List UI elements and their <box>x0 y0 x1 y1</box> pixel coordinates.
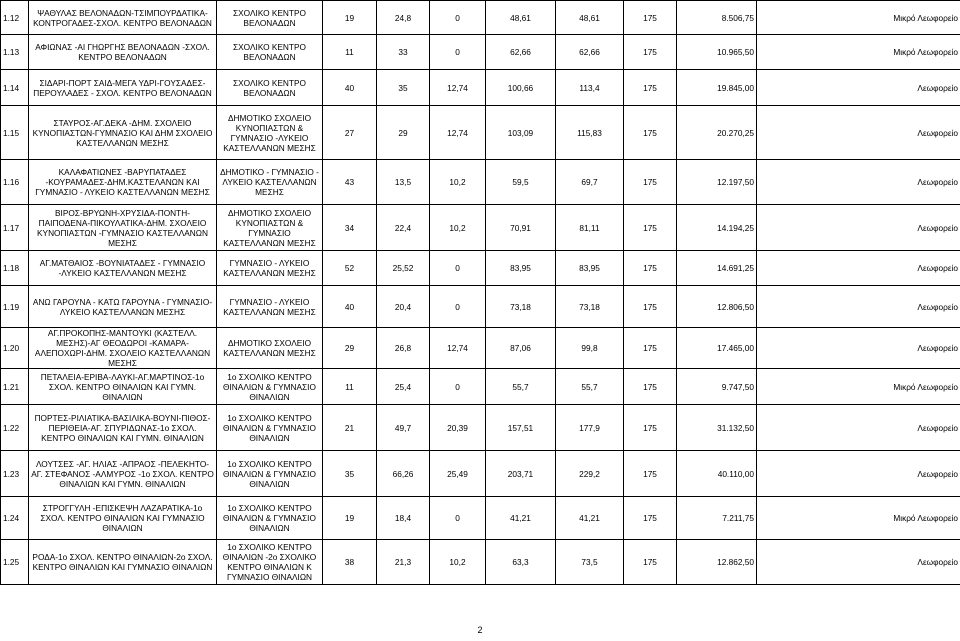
value-col-4: 100,66 <box>486 70 556 106</box>
value-col-3: 12,74 <box>430 328 486 369</box>
value-col-1: 11 <box>323 369 377 405</box>
value-col-4: 87,06 <box>486 328 556 369</box>
route-code: 1.22 <box>1 405 29 451</box>
value-col-2: 25,52 <box>377 251 430 286</box>
route-description: ΑΦΙΩΝΑΣ -ΑΙ ΓΗΩΡΓΗΣ ΒΕΛΟΝΑΔΩΝ -ΣΧΟΛ. ΚΕΝΤΡΟ ΒΕΛΟΝΑΔΩΝ <box>29 35 217 70</box>
value-col-2: 35 <box>377 70 430 106</box>
value-col-3: 10,2 <box>430 205 486 251</box>
value-col-5: 115,83 <box>556 106 624 160</box>
cost-value: 10.965,50 <box>677 35 757 70</box>
table-row <box>1 451 960 497</box>
value-col-4: 157,51 <box>486 405 556 451</box>
table-row <box>1 497 960 540</box>
value-col-4: 59,5 <box>486 160 556 205</box>
value-col-1: 21 <box>323 405 377 451</box>
value-col-5: 48,61 <box>556 1 624 35</box>
route-description: ΣΙΔΑΡΙ-ΠΟΡΤ ΣΑΙΔ-ΜΕΓΑ ΥΔΡΙ-ΓΟΥΣΑΔΕΣ-ΠΕΡΟΥΛΑΔΕΣ - ΣΧΟΛ. ΚΕΝΤΡΟ ΒΕΛΟΝΑΔΩΝ <box>29 70 217 106</box>
table-row <box>1 251 960 286</box>
value-col-3: 0 <box>430 497 486 540</box>
vehicle-type: Λεωφορείο <box>757 286 960 328</box>
vehicle-type: Λεωφορείο <box>757 451 960 497</box>
vehicle-type: Λεωφορείο <box>757 328 960 369</box>
value-col-6: 175 <box>624 540 677 585</box>
value-col-4: 203,71 <box>486 451 556 497</box>
route-description: ΒΙΡΟΣ-ΒΡΥΩΝΗ-ΧΡΥΣΙΔΑ-ΠΟΝΤΗ-ΠΑΙΠΟΔΕΝΑ-ΠΙΚΟΥΛΑΤΙΚΑ-ΔΗΜ. ΣΧΟΛΕΙΟ ΚΥΝΟΠΙΑΣΤΩΝ -ΓΥΜΝΑΣΙΟ ΚΑΣΤΕΛΛΑΝΩΝ ΜΕΣΗΣ <box>29 205 217 251</box>
value-col-1: 40 <box>323 70 377 106</box>
school-name: 1ο ΣΧΟΛΙΚΟ ΚΕΝΤΡΟ ΘΙΝΑΛΙΩΝ & ΓΥΜΝΑΣΙΟ ΘΙΝΑΛΙΩΝ <box>217 405 323 451</box>
value-col-5: 113,4 <box>556 70 624 106</box>
table-row <box>1 106 960 160</box>
vehicle-type: Λεωφορείο <box>757 540 960 585</box>
vehicle-type: Μικρό Λεωφορείο <box>757 1 960 35</box>
value-col-1: 35 <box>323 451 377 497</box>
value-col-2: 22,4 <box>377 205 430 251</box>
table-row <box>1 405 960 451</box>
value-col-1: 34 <box>323 205 377 251</box>
value-col-3: 20,39 <box>430 405 486 451</box>
value-col-6: 175 <box>624 251 677 286</box>
value-col-6: 175 <box>624 1 677 35</box>
school-name: 1ο ΣΧΟΛΙΚΟ ΚΕΝΤΡΟ ΘΙΝΑΛΙΩΝ & ΓΥΜΝΑΣΙΟ ΘΙΝΑΛΙΩΝ <box>217 497 323 540</box>
value-col-3: 0 <box>430 1 486 35</box>
route-description: ΚΑΛΑΦΑΤΙΩΝΕΣ -ΒΑΡΥΠΑΤΑΔΕΣ -ΚΟΥΡΑΜΑΔΕΣ-ΔΗΜ.ΚΑΣΤΕΛΑΝΩΝ ΚΑΙ ΓΥΜΝΑΣΙΟ - ΛΥΚΕΙΟ ΚΑΣΤΕΛΛΑΝΩΝ ΜΕΣΗΣ <box>29 160 217 205</box>
school-name: ΓΥΜΝΑΣΙΟ - ΛΥΚΕΙΟ ΚΑΣΤΕΛΛΑΝΩΝ ΜΕΣΗΣ <box>217 251 323 286</box>
value-col-4: 41,21 <box>486 497 556 540</box>
cost-value: 12.806,50 <box>677 286 757 328</box>
value-col-3: 0 <box>430 251 486 286</box>
value-col-5: 81,11 <box>556 205 624 251</box>
route-code: 1.21 <box>1 369 29 405</box>
route-description: ΨΑΘΥΛΑΣ ΒΕΛΟΝΑΔΩΝ-ΤΣΙΜΠΟΥΡΔΑΤΙΚΑ-ΚΟΝΤΡΟΓΑΔΕΣ-ΣΧΟΛ. ΚΕΝΤΡΟ ΒΕΛΟΝΑΔΩΝ <box>29 1 217 35</box>
route-code: 1.19 <box>1 286 29 328</box>
value-col-6: 175 <box>624 160 677 205</box>
value-col-4: 62,66 <box>486 35 556 70</box>
cost-value: 31.132,50 <box>677 405 757 451</box>
cost-value: 14.691,25 <box>677 251 757 286</box>
value-col-6: 175 <box>624 286 677 328</box>
cost-value: 40.110,00 <box>677 451 757 497</box>
value-col-5: 99,8 <box>556 328 624 369</box>
value-col-2: 24,8 <box>377 1 430 35</box>
value-col-6: 175 <box>624 106 677 160</box>
vehicle-type: Λεωφορείο <box>757 205 960 251</box>
value-col-6: 175 <box>624 405 677 451</box>
value-col-1: 29 <box>323 328 377 369</box>
value-col-3: 0 <box>430 35 486 70</box>
value-col-3: 12,74 <box>430 106 486 160</box>
value-col-5: 229,2 <box>556 451 624 497</box>
school-name: ΔΗΜΟΤΙΚΟ ΣΧΟΛΕΙΟ ΚΥΝΟΠΙΑΣΤΩΝ & ΓΥΜΝΑΣΙΟ -ΛΥΚΕΙΟ ΚΑΣΤΕΛΛΑΝΩΝ ΜΕΣΗΣ <box>217 106 323 160</box>
table-row <box>1 205 960 251</box>
value-col-6: 175 <box>624 70 677 106</box>
vehicle-type: Μικρό Λεωφορείο <box>757 497 960 540</box>
vehicle-type: Λεωφορείο <box>757 70 960 106</box>
route-code: 1.18 <box>1 251 29 286</box>
route-code: 1.16 <box>1 160 29 205</box>
value-col-6: 175 <box>624 451 677 497</box>
table-row <box>1 1 960 35</box>
value-col-6: 175 <box>624 328 677 369</box>
value-col-2: 25,4 <box>377 369 430 405</box>
page-number: 2 <box>477 625 483 635</box>
value-col-3: 0 <box>430 286 486 328</box>
route-code: 1.23 <box>1 451 29 497</box>
table-row <box>1 70 960 106</box>
route-description: ΛΟΥΤΣΕΣ -ΑΓ. ΗΛΙΑΣ -ΑΠΡΑΟΣ -ΠΕΛΕΚΗΤΟ-ΑΓ. ΣΤΕΦΑΝΟΣ -ΑΛΜΥΡΟΣ -1ο ΣΧΟΛ. ΚΕΝΤΡΟ ΘΙΝΑΛΙΩΝ ΚΑΙ ΓΥΜΝ. ΘΙΝΑΛΙΩΝ <box>29 451 217 497</box>
value-col-4: 83,95 <box>486 251 556 286</box>
value-col-2: 20,4 <box>377 286 430 328</box>
school-name: 1ο ΣΧΟΛΙΚΟ ΚΕΝΤΡΟ ΘΙΝΑΛΙΩΝ & ΓΥΜΝΑΣΙΟ ΘΙΝΑΛΙΩΝ <box>217 369 323 405</box>
vehicle-type: Λεωφορείο <box>757 405 960 451</box>
value-col-1: 19 <box>323 497 377 540</box>
value-col-1: 11 <box>323 35 377 70</box>
value-col-5: 83,95 <box>556 251 624 286</box>
school-name: ΔΗΜΟΤΙΚΟ - ΓΥΜΝΑΣΙΟ - ΛΥΚΕΙΟ ΚΑΣΤΕΛΛΑΝΩΝ ΜΕΣΗΣ <box>217 160 323 205</box>
value-col-5: 41,21 <box>556 497 624 540</box>
table-row <box>1 35 960 70</box>
value-col-2: 21,3 <box>377 540 430 585</box>
value-col-6: 175 <box>624 205 677 251</box>
value-col-2: 26,8 <box>377 328 430 369</box>
cost-value: 12.862,50 <box>677 540 757 585</box>
route-description: ΡΟΔΑ-1ο ΣΧΟΛ. ΚΕΝΤΡΟ ΘΙΝΑΛΙΩΝ-2ο ΣΧΟΛ. ΚΕΝΤΡΟ ΘΙΝΑΛΙΩΝ ΚΑΙ ΓΥΜΝΑΣΙΟ ΘΙΝΑΛΙΩΝ <box>29 540 217 585</box>
value-col-5: 69,7 <box>556 160 624 205</box>
cost-value: 8.506,75 <box>677 1 757 35</box>
value-col-1: 43 <box>323 160 377 205</box>
school-name: ΔΗΜΟΤΙΚΟ ΣΧΟΛΕΙΟ ΚΥΝΟΠΙΑΣΤΩΝ & ΓΥΜΝΑΣΙΟ ΚΑΣΤΕΛΛΑΝΩΝ ΜΕΣΗΣ <box>217 205 323 251</box>
table-row <box>1 328 960 369</box>
route-description: ΠΕΤΑΛΕΙΑ-ΕΡΙΒΑ-ΛΑΥΚΙ-ΑΓ.ΜΑΡΤΙΝΟΣ-1ο ΣΧΟΛ. ΚΕΝΤΡΟ ΘΙΝΑΛΙΩΝ ΚΑΙ ΓΥΜΝ. ΘΙΝΑΛΙΩΝ <box>29 369 217 405</box>
vehicle-type: Λεωφορείο <box>757 106 960 160</box>
route-code: 1.14 <box>1 70 29 106</box>
route-description: ΑΝΩ ΓΑΡΟΥΝΑ - ΚΑΤΩ ΓΑΡΟΥΝΑ - ΓΥΜΝΑΣΙΟ-ΛΥΚΕΙΟ ΚΑΣΤΕΛΛΑΝΩΝ ΜΕΣΗΣ <box>29 286 217 328</box>
cost-value: 20.270,25 <box>677 106 757 160</box>
value-col-4: 55,7 <box>486 369 556 405</box>
vehicle-type: Μικρό Λεωφορείο <box>757 369 960 405</box>
value-col-5: 73,5 <box>556 540 624 585</box>
route-code: 1.15 <box>1 106 29 160</box>
value-col-2: 18,4 <box>377 497 430 540</box>
value-col-6: 175 <box>624 369 677 405</box>
value-col-2: 49,7 <box>377 405 430 451</box>
cost-value: 17.465,00 <box>677 328 757 369</box>
value-col-2: 29 <box>377 106 430 160</box>
route-description: ΣΤΡΟΓΓΥΛΗ -ΕΠΙΣΚΕΨΗ ΛΑΖΑΡΑΤΙΚΑ-1ο ΣΧΟΛ. ΚΕΝΤΡΟ ΘΙΝΑΛΙΩΝ ΚΑΙ ΓΥΜΝΑΣΙΟ ΘΙΝΑΛΙΩΝ <box>29 497 217 540</box>
value-col-4: 73,18 <box>486 286 556 328</box>
value-col-1: 27 <box>323 106 377 160</box>
value-col-4: 63,3 <box>486 540 556 585</box>
value-col-5: 177,9 <box>556 405 624 451</box>
school-name: ΔΗΜΟΤΙΚΟ ΣΧΟΛΕΙΟ ΚΑΣΤΕΛΛΑΝΩΝ ΜΕΣΗΣ <box>217 328 323 369</box>
value-col-5: 62,66 <box>556 35 624 70</box>
value-col-3: 10,2 <box>430 540 486 585</box>
value-col-1: 38 <box>323 540 377 585</box>
vehicle-type: Λεωφορείο <box>757 251 960 286</box>
value-col-5: 73,18 <box>556 286 624 328</box>
route-description: ΑΓ.ΠΡΟΚΟΠΗΣ-ΜΑΝΤΟΥΚΙ (ΚΑΣΤΕΛΛ. ΜΕΣΗΣ)-ΑΓ ΘΕΟΔΩΡΟΙ -ΚΑΜΑΡΑ-ΑΛΕΠΟΧΩΡΙ-ΔΗΜ. ΣΧΟΛΕΙΟ ΚΑΣΤΕΛΛΑΝΩΝ ΜΕΣΗΣ <box>29 328 217 369</box>
route-description: ΠΟΡΤΕΣ-ΡΙΛΙΑΤΙΚΑ-ΒΑΣΙΛΙΚΑ-ΒΟΥΝΙ-ΠΙΘΟΣ-ΠΕΡΙΘΕΙΑ-ΑΓ. ΣΠΥΡΙΔΩΝΑΣ-1ο ΣΧΟΛ. ΚΕΝΤΡΟ ΘΙΝΑΛΙΩΝ ΚΑΙ ΓΥΜΝ. ΘΙΝΑΛΙΩΝ <box>29 405 217 451</box>
school-name: 1ο ΣΧΟΛΙΚΟ ΚΕΝΤΡΟ ΘΙΝΑΛΙΩΝ & ΓΥΜΝΑΣΙΟ ΘΙΝΑΛΙΩΝ <box>217 451 323 497</box>
table-row <box>1 286 960 328</box>
value-col-2: 33 <box>377 35 430 70</box>
route-description: ΑΓ.ΜΑΤΘΑΙΟΣ -ΒΟΥΝΙΑΤΑΔΕΣ - ΓΥΜΝΑΣΙΟ -ΛΥΚΕΙΟ ΚΑΣΤΕΛΛΑΝΩΝ ΜΕΣΗΣ <box>29 251 217 286</box>
value-col-3: 12,74 <box>430 70 486 106</box>
value-col-4: 103,09 <box>486 106 556 160</box>
value-col-1: 52 <box>323 251 377 286</box>
value-col-3: 10,2 <box>430 160 486 205</box>
school-name: ΣΧΟΛΙΚΟ ΚΕΝΤΡΟ ΒΕΛΟΝΑΔΩΝ <box>217 1 323 35</box>
value-col-6: 175 <box>624 497 677 540</box>
table-row <box>1 369 960 405</box>
route-code: 1.24 <box>1 497 29 540</box>
value-col-3: 0 <box>430 369 486 405</box>
route-code: 1.17 <box>1 205 29 251</box>
vehicle-type: Μικρό Λεωφορείο <box>757 35 960 70</box>
route-code: 1.25 <box>1 540 29 585</box>
school-name: ΓΥΜΝΑΣΙΟ - ΛΥΚΕΙΟ ΚΑΣΤΕΛΛΑΝΩΝ ΜΕΣΗΣ <box>217 286 323 328</box>
value-col-1: 19 <box>323 1 377 35</box>
value-col-3: 25,49 <box>430 451 486 497</box>
cost-value: 19.845,00 <box>677 70 757 106</box>
school-name: ΣΧΟΛΙΚΟ ΚΕΝΤΡΟ ΒΕΛΟΝΑΔΩΝ <box>217 35 323 70</box>
value-col-6: 175 <box>624 35 677 70</box>
route-code: 1.20 <box>1 328 29 369</box>
cost-value: 9.747,50 <box>677 369 757 405</box>
table-row <box>1 160 960 205</box>
value-col-2: 13,5 <box>377 160 430 205</box>
value-col-5: 55,7 <box>556 369 624 405</box>
table-row <box>1 540 960 585</box>
cost-value: 12.197,50 <box>677 160 757 205</box>
route-description: ΣΤΑΥΡΟΣ-ΑΓ.ΔΕΚΑ -ΔΗΜ. ΣΧΟΛΕΙΟ ΚΥΝΟΠΙΑΣΤΩΝ-ΓΥΜΝΑΣΙΟ ΚΑΙ ΔΗΜ ΣΧΟΛΕΙΟ ΚΑΣΤΕΛΛΑΝΩΝ ΜΕΣΗΣ <box>29 106 217 160</box>
value-col-4: 70,91 <box>486 205 556 251</box>
cost-value: 14.194,25 <box>677 205 757 251</box>
routes-table-body <box>1 1 960 585</box>
cost-value: 7.211,75 <box>677 497 757 540</box>
value-col-4: 48,61 <box>486 1 556 35</box>
route-code: 1.13 <box>1 35 29 70</box>
value-col-1: 40 <box>323 286 377 328</box>
school-name: ΣΧΟΛΙΚΟ ΚΕΝΤΡΟ ΒΕΛΟΝΑΔΩΝ <box>217 70 323 106</box>
route-code: 1.12 <box>1 1 29 35</box>
vehicle-type: Λεωφορείο <box>757 160 960 205</box>
value-col-2: 66,26 <box>377 451 430 497</box>
school-name: 1ο ΣΧΟΛΙΚΟ ΚΕΝΤΡΟ ΘΙΝΑΛΙΩΝ -2ο ΣΧΟΛΙΚΟ ΚΕΝΤΡΟ ΘΙΝΑΛΙΩΝ Κ ΓΥΜΝΑΣΙΟ ΘΙΝΑΛΙΩΝ <box>217 540 323 585</box>
